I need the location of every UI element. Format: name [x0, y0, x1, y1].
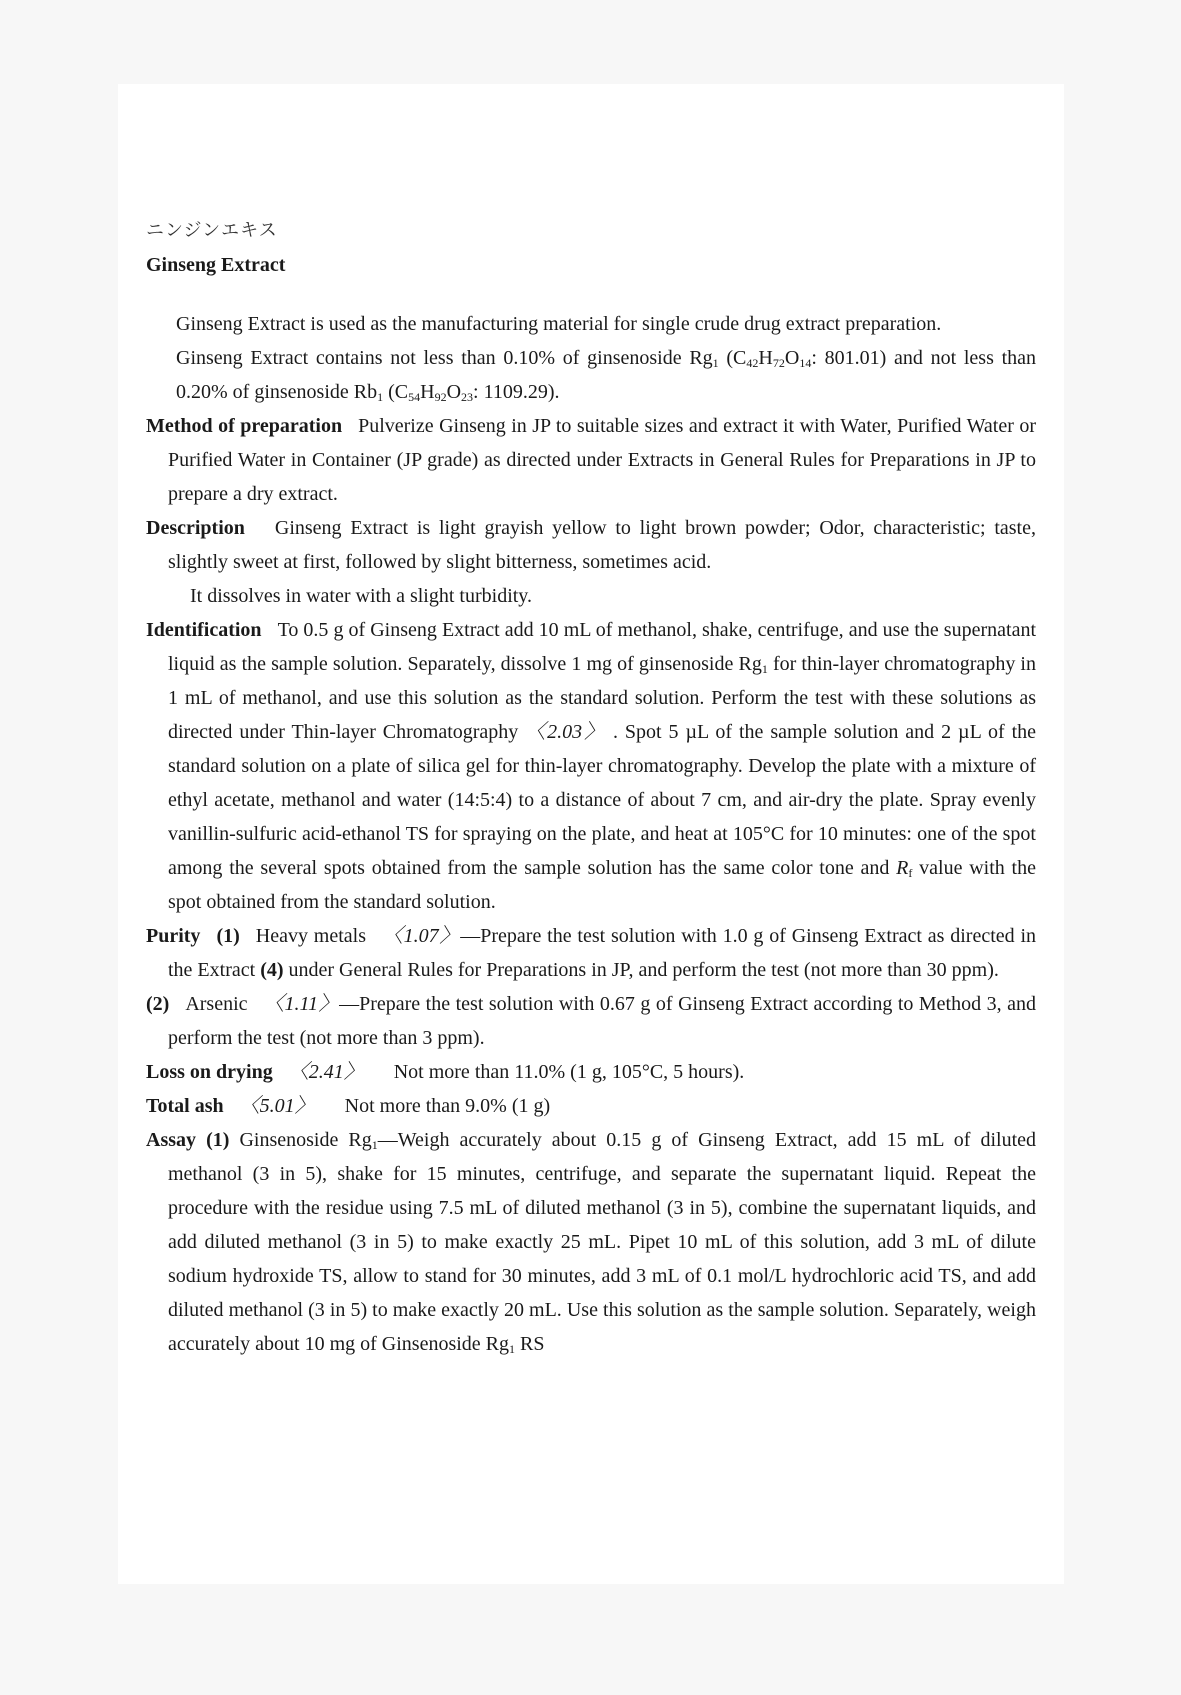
general-test-ref: 〈1.07〉 [381, 925, 461, 947]
general-test-ref: 〈2.41〉 [288, 1061, 364, 1083]
intro-paragraph-1: Ginseng Extract is used as the manufacturing material for single crude drug extract preparation. [176, 313, 942, 335]
formula-part: O [446, 381, 462, 403]
section-text: . Spot 5 µL of the sample solution and 2 µL of the standard solution on a plate of silica gel for thin-layer chromatography. Develop the plate with a mixture of ethyl acetate, methanol and water (14:5:4) to a distance of about 7 cm, and air-dry the plate. Spray evenly vanillin-sulfuric acid-ethanol TS for spraying on the plate, and heat at 105°C for 10 minutes: one of the spot among the several spots obtained from the sample solution has the same color tone and [168, 721, 1037, 879]
section-heading: Identification [146, 619, 262, 641]
section-heading: Purity [146, 925, 201, 947]
subscript: 14 [799, 356, 812, 370]
section-text: To 0.5 g of Ginseng Extract add 10 mL of methanol, shake, centrifuge, and use the supernatant liquid as the sample solution. Separately, dissolve 1 mg of ginsenoside Rg [168, 619, 1036, 675]
intro-text: of ginsenoside Rb [227, 381, 378, 403]
document-page [118, 84, 1064, 1584]
description-note: It dissolves in water with a slight turbidity. [190, 585, 533, 607]
content-value: 0.20% [176, 381, 228, 403]
formula-part: O [784, 347, 800, 369]
section-heading: Assay [146, 1129, 197, 1151]
section-text: —Prepare the test solution with 1.0 g of Ginseng Extract as directed in the Extract [168, 925, 1036, 981]
subscript: f [908, 866, 913, 880]
monograph-body [146, 214, 1036, 1361]
molecular-weight: : 1109.29). [473, 381, 560, 403]
subscript: 1 [371, 1138, 378, 1152]
section-text: —Weigh accurately about 0.15 g of Ginseng Extract, add 15 mL of diluted methanol (3 in 5), shake for 15 minutes, centrifuge, and separate the supernatant liquid. Repeat the procedure with the residue using 7.5 mL of diluted methanol (3 in 5), combine the supernatant liquids, and add diluted methanol (3 in 5) to make exactly 25 mL. Pipet 10 mL of this solution, add 3 mL of dilute sodium hydroxide TS, allow to stand for 30 minutes, add 3 mL of 0.1 mol/L hydrochloric acid TS, and add diluted methanol (3 in 5) to make exactly 20 mL. Use this solution as the sample solution. Separately, weigh accurately about 10 mg of Ginsenoside Rg [168, 1129, 1037, 1355]
item-number: (2) [146, 993, 170, 1015]
item-name: Arsenic [185, 993, 248, 1015]
section-text: under General Rules for Preparations in JP, and perform the test (not more than 30 ppm). [283, 959, 999, 981]
section-heading: Description [146, 517, 245, 539]
section-heading: Loss on drying [146, 1061, 273, 1083]
formula-part: (C [718, 347, 747, 369]
subscript: 1 [761, 662, 768, 676]
intro-text: of ginsenoside Rg [555, 347, 713, 369]
identification-section [146, 613, 1036, 919]
general-test-ref: 〈2.03〉 [525, 721, 607, 743]
section-text: value with the spot obtained from the standard solution. [168, 857, 1036, 913]
assay-section [146, 1123, 1036, 1361]
section-text: Not more than 9.0% (1 g) [344, 1095, 551, 1117]
general-test-ref: 〈5.01〉 [239, 1095, 315, 1117]
section-text: Pulverize Ginseng in JP to suitable sizes and extract it with Water, Purified Water or Purified Water in Container (JP grade) as directed under Extracts in General Rules for Preparations in JP to prepare a dry extract. [168, 415, 1036, 505]
item-number: (1) [216, 925, 240, 947]
general-test-ref: 〈1.11〉 [263, 993, 340, 1015]
purity-item-2 [146, 987, 1036, 1055]
subscript: 1 [509, 1342, 516, 1356]
section-text: for thin-layer chromatography in 1 mL of methanol, and use this solution as the standard solution. Perform the test with these solutions as directed under Thin-layer Chromatography [168, 653, 1036, 743]
page-title: Ginseng Extract [146, 254, 286, 276]
formula-part: H [420, 381, 435, 403]
section-text: Not more than 11.0% (1 g, 105°C, 5 hours). [393, 1061, 745, 1083]
kana-title: ニンジンエキス [146, 220, 278, 241]
section-text: —Prepare the test solution with 0.67 g of Ginseng Extract according to Method 3, and perform the test (not more than 3 ppm). [168, 993, 1037, 1049]
section-text: Ginsenoside Rg [229, 1129, 372, 1151]
rf-symbol: R [896, 857, 909, 879]
section-heading: Total ash [146, 1095, 224, 1117]
subscript: 54 [408, 390, 421, 404]
item-number: (4) [260, 959, 284, 981]
subscript: 72 [772, 356, 785, 370]
formula-part: H [758, 347, 773, 369]
section-text: RS [515, 1333, 545, 1355]
subscript: 1 [712, 356, 719, 370]
section-heading: Method of preparation [146, 415, 343, 437]
molecular-weight: : 801.01) [811, 347, 887, 369]
item-name: Heavy metals [255, 925, 366, 947]
total-ash-section [146, 1089, 1036, 1123]
intro-text: Ginseng Extract contains not less than [176, 347, 504, 369]
method-section [146, 409, 1036, 511]
section-text: Ginseng Extract is light grayish yellow to light brown powder; Odor, characteristic; taste, slightly sweet at first, followed by slight bitterness, sometimes acid. [168, 517, 1036, 573]
formula-part: (C [383, 381, 409, 403]
subscript: 1 [377, 390, 384, 404]
subscript: 92 [434, 390, 447, 404]
item-number: (1) [206, 1129, 230, 1151]
subscript: 42 [746, 356, 759, 370]
intro-paragraph-2 [146, 341, 1036, 409]
content-value: 0.10% [503, 347, 556, 369]
description-section [146, 511, 1036, 579]
loss-on-drying-section [146, 1055, 1036, 1089]
intro-text: and not less than [886, 347, 1037, 369]
purity-section [146, 919, 1036, 987]
subscript: 23 [461, 390, 474, 404]
